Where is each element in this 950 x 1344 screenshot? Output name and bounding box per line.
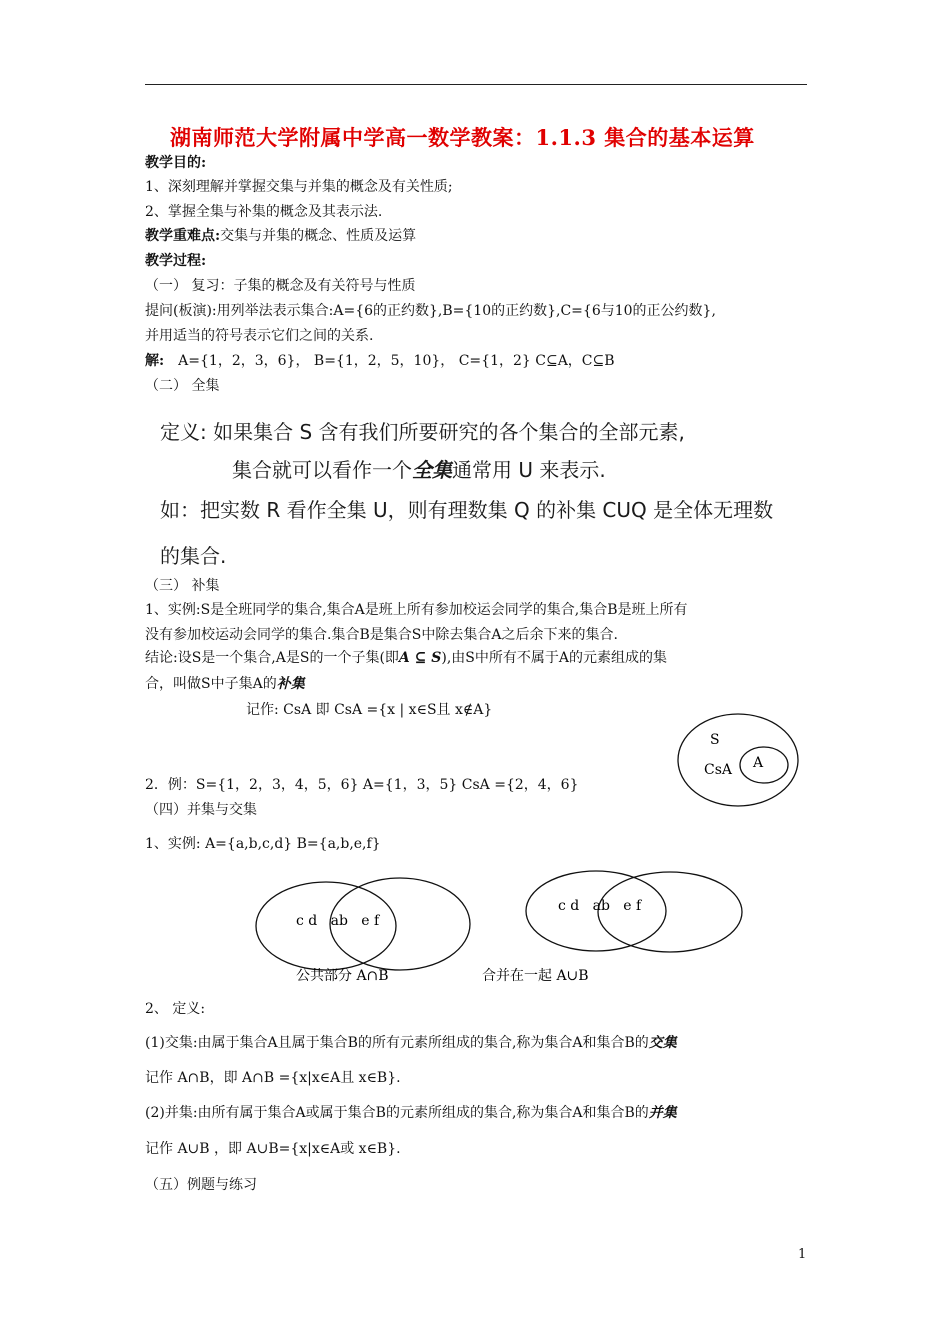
key-text: 交集与并集的概念、性质及运算 <box>220 228 417 244</box>
definition-heading: 2、 定义: <box>145 1001 206 1017</box>
complement-venn-diagram <box>676 712 802 808</box>
union-def-line-2: 记作 A∪B ，即 A∪B={x|x∈A或 x∈B}. <box>145 1141 401 1157</box>
conclusion-text-a: 结论:设S是一个集合,A是S的一个子集(即 <box>145 650 399 666</box>
union-element-labels: c d ab e f <box>558 898 642 914</box>
conclusion-text-c: 合，叫做S中子集A的 <box>145 676 277 692</box>
intersection-def-line-2: 记作 A∩B，即 A∩B ={x|x∈A且 x∈B}. <box>145 1070 401 1086</box>
intersection-caption: 公共部分 A∩B <box>296 968 389 982</box>
definition-term: 全集 <box>412 458 452 482</box>
section-3-heading: （三） 补集 <box>145 578 220 594</box>
header-rule <box>145 84 807 85</box>
definition-line-2-post: 通常用 U 来表示. <box>452 458 606 482</box>
venn-cs-label: CsA <box>704 762 733 778</box>
intersection-term: 交集 <box>648 1035 677 1051</box>
page-title: 湖南师范大学附属中学高一数学教案：1.1.3 集合的基本运算 <box>170 125 755 150</box>
instance-line: 1、实例: A={a,b,c,d} B={a,b,e,f} <box>145 836 381 852</box>
example-2: 2．例：S={1，2，3，4，5，6} A={1，3，5} CsA ={2，4，6} <box>145 777 579 793</box>
solution-text: A={1，2，3，6}， B={1，2，5，10}， C={1，2} C⊆A，C⊆B <box>178 353 615 369</box>
union-term: 并集 <box>648 1105 677 1121</box>
conclusion-line-1 <box>145 649 667 667</box>
objective-1: 1、深刻理解并掌握交集与并集的概念及有关性质; <box>145 179 453 195</box>
key-points <box>145 227 416 245</box>
question-line-1: 提问(板演):用列举法表示集合:A={6的正约数},B={10的正约数},C={6与10的正公约数}, <box>145 303 716 319</box>
example-line-2: 的集合. <box>160 544 227 568</box>
intersection-def-text: (1)交集:由属于集合A且属于集合B的所有元素所组成的集合,称为集合A和集合B的 <box>145 1035 649 1051</box>
solution <box>145 352 615 370</box>
example-line-1: 如：把实数 R 看作全集 U，则有理数集 Q 的补集 CUQ 是全体无理数 <box>160 498 774 522</box>
section-5-heading: （五）例题与练习 <box>145 1177 257 1193</box>
solution-label: 解: <box>145 353 165 369</box>
venn-a-label: A <box>753 755 764 771</box>
union-def-line-1 <box>145 1104 677 1122</box>
intersection-def-line-1 <box>145 1034 677 1052</box>
complement-term: 补集 <box>276 676 305 692</box>
objective-2: 2、掌握全集与补集的概念及其表示法. <box>145 204 383 220</box>
process-label: 教学过程: <box>145 253 207 269</box>
intersection-venn-diagram <box>250 870 490 982</box>
conclusion-line-2 <box>145 675 305 693</box>
notation-line: 记作: CsA 即 CsA ={x | x∈S且 x∉A} <box>246 702 493 718</box>
page-number: 1 <box>798 1247 807 1262</box>
definition-line-1: 定义: 如果集合 S 含有我们所要研究的各个集合的全部元素, <box>160 420 685 444</box>
section-2-heading: （二） 全集 <box>145 378 220 394</box>
complement-line-1: 1、实例:S是全班同学的集合,集合A是班上所有参加校运会同学的集合,集合B是班上所有 <box>145 602 688 618</box>
objectives-label: 教学目的: <box>145 155 207 171</box>
question-line-2: 并用适当的符号表示它们之间的关系. <box>145 328 374 344</box>
universal-set-ellipse <box>678 714 798 806</box>
complement-line-2: 没有参加校运动会同学的集合.集合B是集合S中除去集合A之后余下来的集合. <box>145 627 618 643</box>
subset-formula: A ⊆ S <box>398 650 442 666</box>
definition-line-2 <box>232 454 606 483</box>
definition-line-2-pre: 集合就可以看作一个 <box>232 458 412 482</box>
intersection-element-labels: c d ab e f <box>296 913 380 929</box>
subset-a-ellipse <box>740 747 788 783</box>
union-def-text: (2)并集:由所有属于集合A或属于集合B的元素所组成的集合,称为集合A和集合B的 <box>145 1105 649 1121</box>
section-4-heading: （四）并集与交集 <box>145 802 257 818</box>
key-label: 教学重难点: <box>145 228 221 244</box>
venn-s-label: S <box>710 732 720 748</box>
union-venn-diagram <box>470 868 750 982</box>
union-caption: 合并在一起 A∪B <box>482 968 589 982</box>
conclusion-text-b: ),由S中所有不属于A的元素组成的集 <box>441 650 667 666</box>
section-1-heading: （一） 复习：子集的概念及有关符号与性质 <box>145 278 416 294</box>
